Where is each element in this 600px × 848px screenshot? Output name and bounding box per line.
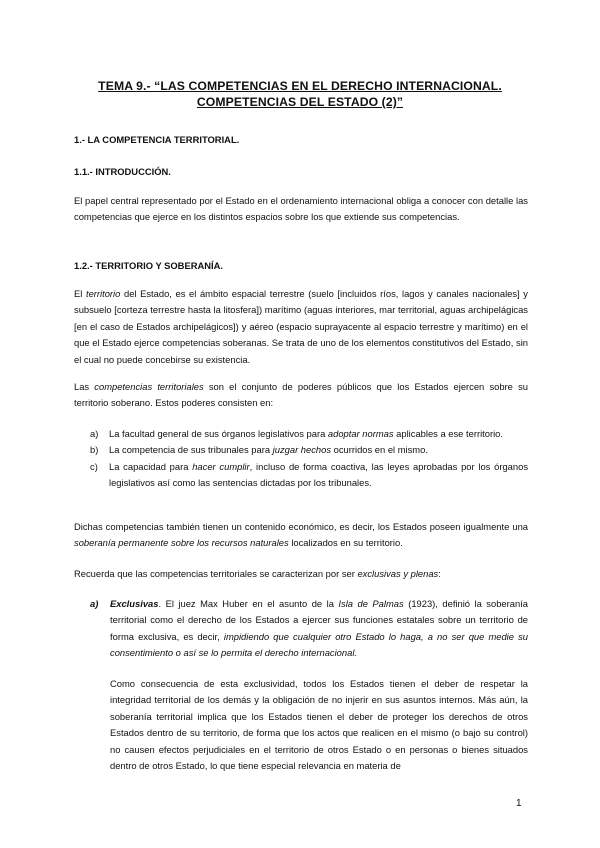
list-item: a) La facultad general de sus órganos legislativos para adoptar normas aplicables a ese territorio. <box>90 428 503 439</box>
heading-territorio-soberania: 1.2.- TERRITORIO Y SOBERANÍA. <box>74 260 223 271</box>
economic-content-paragraph: Dichas competencias también tienen un contenido económico, es decir, los Estados poseen igualmente una soberanía permanente sobre los recursos naturales localizados en su territorio. <box>74 521 528 549</box>
exclusivas-item: a) Exclusivas. El juez Max Huber en el asunto de la Isla de Palmas (1923), definió la soberanía territorial como el derecho de los Estados a ejercer sus funciones estatales sobre un territorio de forma exclusiva, es decir, impidiendo que cualquier otro Estado lo haga, a no ser que medie su consentimiento o así se lo permita el derecho internacional. <box>90 598 529 659</box>
intro-paragraph: El papel central representado por el Estado en el ordenamiento internacional obliga a conocer con detalle las competencias que ejerce en los distintos espacios sobre los que extiende sus competencias. <box>74 195 528 223</box>
list-item: b) La competencia de sus tribunales para juzgar hechos ocurridos en el mismo. <box>90 444 428 456</box>
document-title <box>60 78 540 110</box>
territorio-paragraph: El territorio del Estado, es el ámbito espacial terrestre (suelo [incluidos ríos, lagos y canales nacionales] y subsuelo [corteza terrestre hasta la litosfera]) marítimo (aguas interiores, mar territorial, aguas archipelágicas [en el caso de Estados archipelágicos]) y aéreo (espacio suprayacente al espacio terrestre y marítimo) en el que el Estado ejerce competencias soberanas. Se trata de uno de los elementos constitutivos del Estado, sin el cual no puede concebirse su existencia. <box>74 288 528 365</box>
exclusividad-paragraph: Como consecuencia de esta exclusividad, todos los Estados tienen el deber de respetar la integridad territorial de los demás y la obligación de no injerir en sus asuntos internos. Más aún, la soberanía territorial implica que los Estados tienen el deber de proteger los derechos de otros Estados dentro de su territorio, de forma que los actos que realicen en el mismo (o bajo su control) no causen efectos perjudiciales en el territorio de otros Estado o en personas o bienes situados dentro de otros Estado, lo que tiene especial relevancia en materia de <box>110 678 528 772</box>
powers-list <box>90 426 528 492</box>
heading-introduccion: 1.1.- INTRODUCCIÓN. <box>74 166 171 177</box>
heading-competencia-territorial: 1.- LA COMPETENCIA TERRITORIAL. <box>74 134 240 145</box>
list-item: c) La capacidad para hacer cumplir, incluso de forma coactiva, las leyes aprobadas por los órganos legislativos así como las sentencias dictadas por los tribunales. <box>90 460 529 489</box>
title-line-1: TEMA 9.- “LAS COMPETENCIAS EN EL DERECHO INTERNACIONAL. <box>98 79 502 93</box>
page-number: 1 <box>516 798 522 809</box>
recuerda-paragraph: Recuerda que las competencias territoriales se caracterizan por ser exclusivas y plenas: <box>74 568 441 579</box>
competencias-paragraph: Las competencias territoriales son el conjunto de poderes públicos que los Estados ejercen sobre su territorio soberano. Estos poderes consisten en: <box>74 381 528 409</box>
title-line-2: COMPETENCIAS DEL ESTADO (2)” <box>196 95 404 109</box>
